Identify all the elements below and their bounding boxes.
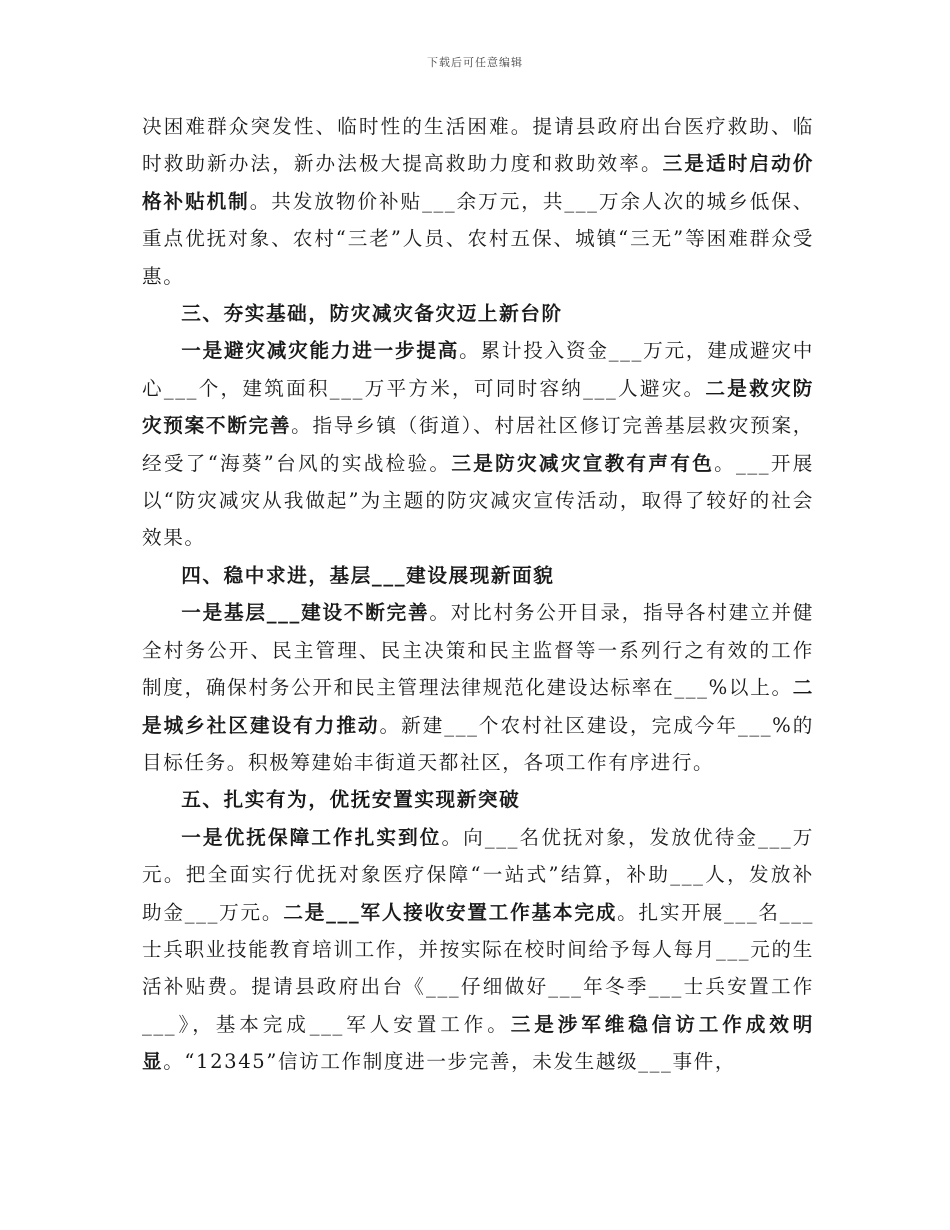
section-heading (142, 781, 814, 818)
bold-text-run: 四、稳中求进，基层___建设展现新面貌 (181, 563, 555, 587)
document-body (142, 108, 814, 1081)
text-run: 。扎实开展___名___士兵职业技能教育培训工作，并按实际在校时间给予每人每月___元的生活补贴费。提请县政府出台《___仔细做好___年冬季___士兵安置工作___》，基本完成___军人安置工作。 (142, 900, 814, 1036)
body-paragraph (142, 594, 814, 781)
bold-text-run: 三是涉军维稳信访工作成效明显 (142, 1012, 814, 1074)
text-run: 决困难群众突发性、临时性的生活困难。提请县政府出台医疗救助、临时救助新办法，新办法极大提高救助力度和救助效率。 (142, 115, 814, 176)
text-run: 。累计投入资金___万元，建成避灾中心___个，建筑面积___万平方米，可同时容纳___人避灾。 (142, 339, 814, 400)
section-heading (142, 557, 814, 594)
bold-text-run: 五、扎实有为，优抚安置实现新突破 (181, 788, 521, 812)
text-run: 。“12345”信访工作制度进一步完善，未发生越级___事件， (163, 1050, 737, 1074)
bold-text-run: 一是避灾减灾能力进一步提高 (181, 339, 460, 363)
bold-text-run: 一是优抚保障工作扎实到位 (181, 825, 442, 849)
body-paragraph (142, 332, 814, 556)
text-run: 。共发放物价补贴___余万元，共___万余人次的城乡低保、重点优抚对象、农村“三老”人员、农村五保、城镇“三无”等困难群众受惠。 (142, 189, 815, 288)
bold-text-run: 三、夯实基础，防灾减灾备灾迈上新台阶 (181, 302, 563, 326)
bold-text-run: 一是基层___建设不断完善 (181, 601, 430, 625)
body-paragraph (142, 108, 814, 295)
bold-text-run: 三是适时启动价格补贴机制 (142, 152, 814, 213)
text-run: 。新建___个农村社区建设，完成今年___%的目标任务。积极筹建始丰街道天都社区，各项工作有序进行。 (142, 713, 814, 774)
text-run: 。对比村务公开目录，指导各村建立并健全村务公开、民主管理、民主决策和民主监督等一系列行之有效的工作制度，确保村务公开和民主管理法律规范化建设达标率在___%以上。 (142, 601, 814, 700)
section-heading (142, 295, 814, 332)
text-run: 。指导乡镇（街道）、村居社区修订完善基层救灾预案，经受了“海葵”台风的实战检验。 (142, 414, 814, 475)
bold-text-run: 二是救灾防灾预案不断完善 (142, 376, 815, 438)
bold-text-run: 三是防灾减灾宣教有声有色 (451, 451, 715, 475)
page-header-note: 下载后可任意编辑 (427, 56, 523, 69)
text-run: 。___开展以“防灾减灾从我做起”为主题的防灾减灾宣传活动，取得了较好的社会效果。 (142, 451, 814, 550)
text-run: 。向___名优抚对象，发放优待金___万元。把全面实行优抚对象医疗保障“一站式”结算，补助___人，发放补助金___万元。 (142, 825, 815, 924)
bold-text-run: 二是城乡社区建设有力推动 (142, 676, 814, 737)
body-paragraph (142, 819, 814, 1081)
bold-text-run: 二是___军人接收安置工作基本完成 (283, 900, 618, 924)
